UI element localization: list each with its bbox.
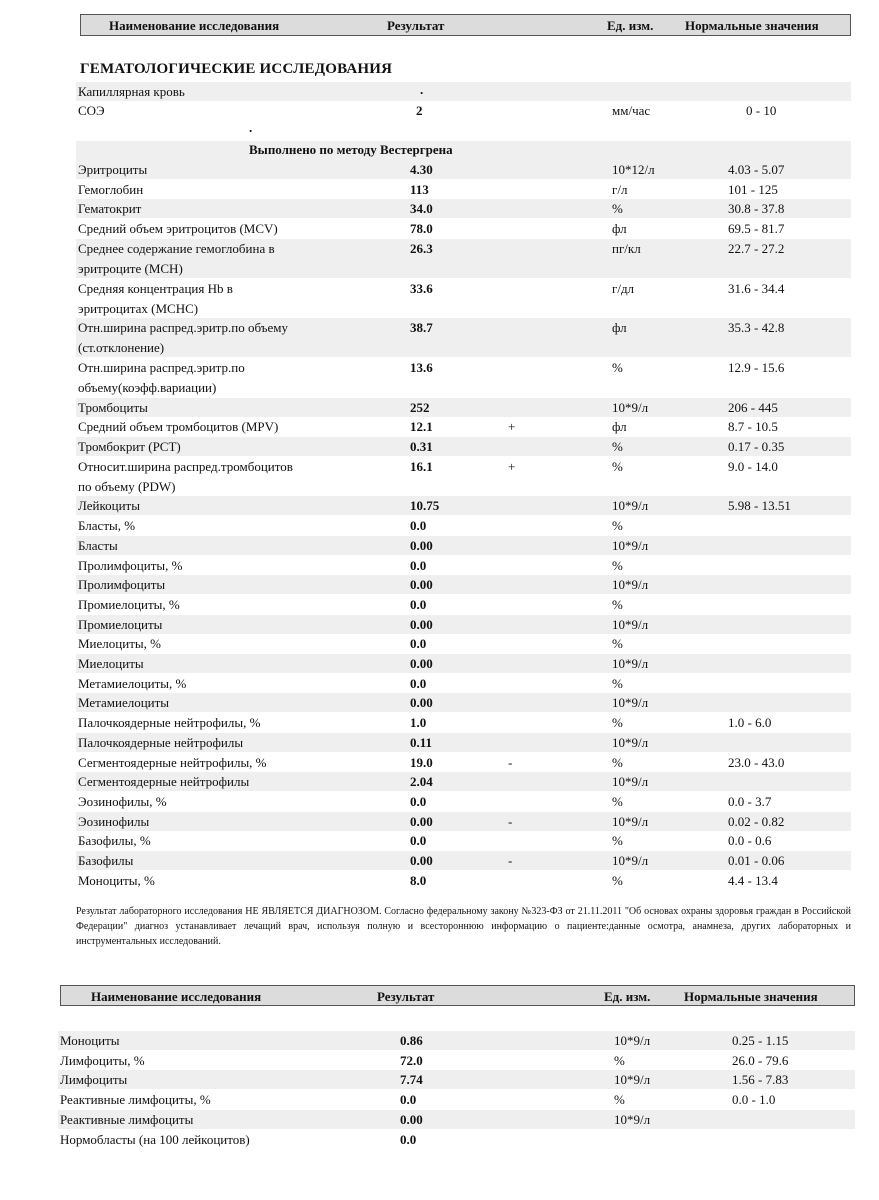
table-row <box>76 398 851 417</box>
table-row <box>76 851 851 870</box>
row-name: Эозинофилы <box>78 813 150 829</box>
table-row <box>76 239 851 278</box>
header-name: Наименование исследования <box>91 989 262 1004</box>
table-header-2 <box>60 985 855 1006</box>
row-unit: % <box>614 1092 625 1108</box>
row-result: 10.75 <box>410 498 440 514</box>
row-result: 19.0 <box>410 754 433 770</box>
row-unit: 10*9/л <box>612 813 649 829</box>
row-result: 0.00 <box>400 1111 423 1127</box>
row-name: Относит.ширина распред.тромбоцитов <box>78 458 293 474</box>
row-result: 113 <box>410 181 429 197</box>
row-name-line2: эритроцитах (MCHC) <box>78 300 199 316</box>
header-name: Наименование исследования <box>109 18 280 33</box>
row-norm: 8.7 - 10.5 <box>728 419 778 435</box>
row-name: Нормобласты (на 100 лейкоцитов) <box>60 1131 250 1147</box>
row-unit: пг/кл <box>612 240 641 256</box>
row-norm: 0.02 - 0.82 <box>728 813 785 829</box>
row-unit: 10*9/л <box>614 1072 651 1088</box>
row-unit: % <box>612 754 623 770</box>
row-result: 0.0 <box>410 675 427 691</box>
row-name: Реактивные лимфоциты <box>60 1111 194 1127</box>
row-result: 1.0 <box>410 715 427 731</box>
row-unit: % <box>614 1052 625 1068</box>
row-result: 7.74 <box>400 1072 423 1088</box>
row-result: 0.00 <box>410 853 433 868</box>
header-result: Результат <box>387 18 445 33</box>
table-row <box>76 575 851 594</box>
row-unit: 10*9/л <box>612 656 649 671</box>
row-norm: 0.25 - 1.15 <box>732 1033 789 1048</box>
row-name: Моноциты, % <box>78 872 155 888</box>
row-unit: 10*9/л <box>612 537 649 553</box>
section-title: ГЕМАТОЛОГИЧЕСКИЕ ИССЛЕДОВАНИЯ <box>80 61 393 77</box>
table-row <box>76 516 851 535</box>
row-norm: 23.0 - 43.0 <box>728 754 785 770</box>
row-norm: 101 - 125 <box>728 181 778 197</box>
row-unit: 10*9/л <box>612 853 649 868</box>
row-result: 0.0 <box>410 518 427 534</box>
table-header-1 <box>80 14 851 36</box>
row-flag: - <box>508 813 513 829</box>
row-unit: 10*9/л <box>614 1111 651 1127</box>
row-result: 78.0 <box>410 221 433 237</box>
row-result: 0.11 <box>410 734 433 750</box>
row-unit: 10*9/л <box>612 399 649 415</box>
row-result: 2.04 <box>410 774 433 790</box>
row-norm: 0.0 - 3.7 <box>728 793 772 809</box>
esr-norm: 0 - 10 <box>746 103 777 118</box>
row-result: 16.1 <box>410 458 433 474</box>
row-name: Миелоциты <box>78 656 144 671</box>
row-unit: % <box>612 636 623 652</box>
header-norm: Нормальные значения <box>684 989 818 1004</box>
table-row <box>76 772 851 791</box>
table-row <box>76 199 851 218</box>
table-row <box>76 792 851 811</box>
row-unit: % <box>612 458 623 474</box>
row-unit: 10*9/л <box>614 1033 651 1048</box>
row-norm: 206 - 445 <box>728 399 778 415</box>
table-row <box>76 318 851 357</box>
row-unit: 10*9/л <box>612 498 649 514</box>
row-unit: г/дл <box>612 280 635 296</box>
row-result: 0.00 <box>410 813 433 829</box>
row-name: Реактивные лимфоциты, % <box>60 1092 211 1108</box>
row-name: Базофилы, % <box>78 833 151 849</box>
row-name: Бласты, % <box>78 518 136 534</box>
row-name: Пролимфоциты <box>78 577 166 593</box>
row-result: 0.31 <box>410 439 433 454</box>
row-norm: 1.56 - 7.83 <box>732 1072 789 1088</box>
sample-type: Капиллярная кровь <box>78 84 185 99</box>
row-norm: 5.98 - 13.51 <box>728 498 791 514</box>
row-norm: 26.0 - 79.6 <box>732 1052 789 1068</box>
row-unit: % <box>612 518 623 534</box>
row-result: 0.00 <box>410 537 433 553</box>
row-name: Средняя концентрация Hb в <box>78 280 233 296</box>
row-unit: 10*9/л <box>612 695 649 711</box>
row-norm: 0.01 - 0.06 <box>728 853 785 868</box>
row-result: 0.0 <box>410 793 427 809</box>
table-row <box>76 753 851 772</box>
disclaimer: Результат лабораторного исследования НЕ ЯВЛЯЕТСЯ ДИАГНОЗОМ. Согласно федеральному закону №323-ФЗ от 21.11.2011 "Об основах охраны здоровья граждан в Российской Федерации" диагноз устанавливает лечащий врач, используя полную и всестороннюю информацию о пациенте:данные осмотра, анамнеза, других лабораторных и инструментальных исследований. <box>76 906 851 947</box>
row-name: Сегментоядерные нейтрофилы, % <box>78 754 267 770</box>
table-row <box>58 1110 855 1129</box>
row-name: Средний объем эритроцитов (MCV) <box>78 221 278 237</box>
row-result: 0.00 <box>410 577 433 593</box>
row-unit: фл <box>612 320 627 336</box>
row-unit: 10*12/л <box>612 162 655 177</box>
row-name: Лейкоциты <box>78 498 140 514</box>
row-name: Бласты <box>78 537 118 553</box>
table-row <box>76 496 851 515</box>
row-unit: % <box>612 833 623 849</box>
table-row <box>76 812 851 831</box>
row-norm: 12.9 - 15.6 <box>728 359 785 375</box>
row-name: Промиелоциты <box>78 616 163 632</box>
row-result: 13.6 <box>410 359 433 375</box>
row-norm: 0.0 - 0.6 <box>728 833 772 849</box>
table-row <box>76 219 851 238</box>
row-result: 0.00 <box>410 695 433 711</box>
row-name: Эозинофилы, % <box>78 793 167 809</box>
table-row <box>76 417 851 436</box>
row-result: 33.6 <box>410 280 433 296</box>
row-unit: 10*9/л <box>612 577 649 593</box>
esr-unit: мм/час <box>612 103 651 118</box>
row-result: 0.00 <box>410 656 433 671</box>
row-name: Промиелоциты, % <box>78 596 180 612</box>
header-unit: Ед. изм. <box>604 989 651 1004</box>
esr-result: 2 <box>416 103 423 118</box>
sample-dot: . <box>420 82 424 97</box>
table-row <box>58 1031 855 1050</box>
esr-name: СОЭ <box>78 103 105 118</box>
table-row <box>76 831 851 850</box>
row-result: 0.0 <box>410 636 427 652</box>
row-unit: г/л <box>612 181 628 197</box>
row-result: 4.30 <box>410 162 433 177</box>
row-norm: 0.17 - 0.35 <box>728 439 785 454</box>
row-name-line2: (ст.отклонение) <box>78 340 165 356</box>
row-name: Моноциты <box>60 1033 120 1048</box>
table-row <box>76 674 851 693</box>
row-result: 8.0 <box>410 872 427 888</box>
method-text: Выполнено по методу Вестергрена <box>249 142 453 157</box>
row-name: Отн.ширина распред.эритр.по объему <box>78 320 288 336</box>
table-row <box>76 654 851 673</box>
row-unit: % <box>612 793 623 809</box>
table-row <box>76 595 851 614</box>
row-flag: - <box>508 754 513 770</box>
row-unit: % <box>612 557 623 573</box>
table-row <box>76 457 851 496</box>
header-result: Результат <box>377 989 435 1004</box>
header-unit: Ед. изм. <box>607 18 654 33</box>
row-unit: 10*9/л <box>612 734 649 750</box>
table-row <box>76 871 851 890</box>
row-result: 0.0 <box>410 557 427 573</box>
row-name: Пролимфоциты, % <box>78 557 183 573</box>
table-row <box>76 713 851 732</box>
table-row <box>76 358 851 397</box>
row-unit: % <box>612 359 623 375</box>
table-row <box>58 1090 855 1109</box>
table-row <box>76 437 851 456</box>
method-dot: . <box>249 120 253 135</box>
row-name: Эритроциты <box>78 162 148 177</box>
row-norm: 30.8 - 37.8 <box>728 201 785 217</box>
row-norm: 4.4 - 13.4 <box>728 872 778 888</box>
row-flag: - <box>508 853 513 868</box>
table-row <box>58 1070 855 1089</box>
row-unit: фл <box>612 419 627 435</box>
table-row <box>76 693 851 712</box>
table-row <box>58 1051 855 1070</box>
row-name: Среднее содержание гемоглобина в <box>78 240 275 256</box>
row-name: Тромбокрит (PCT) <box>78 439 181 454</box>
row-name: Отн.ширина распред.эритр.по <box>78 359 245 375</box>
row-result: 0.0 <box>410 596 427 612</box>
row-name-line2: эритроците (MCH) <box>78 260 183 276</box>
row-name: Лимфоциты, % <box>60 1052 145 1068</box>
row-norm: 35.3 - 42.8 <box>728 320 785 336</box>
row-name: Гематокрит <box>78 201 142 217</box>
row-name: Сегментоядерные нейтрофилы <box>78 774 250 790</box>
table-row <box>76 279 851 318</box>
row-name: Базофилы <box>78 853 134 868</box>
row-unit: % <box>612 596 623 612</box>
row-result: 252 <box>410 399 430 415</box>
row-result: 34.0 <box>410 201 433 217</box>
row-name: Гемоглобин <box>78 181 144 197</box>
row-norm: 31.6 - 34.4 <box>728 280 785 296</box>
row-name: Лимфоциты <box>60 1072 128 1088</box>
row-unit: % <box>612 872 623 888</box>
row-norm: 4.03 - 5.07 <box>728 162 785 177</box>
row-result: 12.1 <box>410 419 433 435</box>
row-unit: % <box>612 201 623 217</box>
row-name-line2: объему(коэфф.вариации) <box>78 379 217 395</box>
row-name: Тромбоциты <box>78 399 148 415</box>
row-flag: + <box>508 458 516 474</box>
method-row <box>76 141 851 160</box>
row-name-line2: по объему (PDW) <box>78 478 176 494</box>
table-row <box>76 634 851 653</box>
table-row <box>76 160 851 179</box>
row-result: 72.0 <box>400 1052 423 1068</box>
row-name: Миелоциты, % <box>78 636 161 652</box>
row-norm: 1.0 - 6.0 <box>728 715 772 731</box>
table-row <box>76 180 851 199</box>
row-result: 0.86 <box>400 1033 423 1048</box>
row-name: Средний объем тромбоцитов (MPV) <box>78 419 279 435</box>
table-row <box>76 615 851 634</box>
table-row <box>76 733 851 752</box>
row-result: 0.00 <box>410 616 433 632</box>
row-flag: + <box>508 419 516 435</box>
row-name: Палочкоядерные нейтрофилы, % <box>78 715 261 731</box>
row-result: 38.7 <box>410 320 433 336</box>
row-result: 0.0 <box>400 1131 417 1147</box>
row-name: Палочкоядерные нейтрофилы <box>78 734 244 750</box>
row-unit: % <box>612 675 623 691</box>
row-norm: 69.5 - 81.7 <box>728 221 785 237</box>
row-result: 26.3 <box>410 240 433 256</box>
row-unit: фл <box>612 221 627 237</box>
table-row <box>58 1130 855 1149</box>
row-norm: 22.7 - 27.2 <box>728 240 785 256</box>
row-unit: 10*9/л <box>612 774 649 790</box>
row-name: Метамиелоциты, % <box>78 675 187 691</box>
sample-row <box>76 82 851 101</box>
row-result: 0.0 <box>400 1092 417 1108</box>
row-norm: 0.0 - 1.0 <box>732 1092 776 1108</box>
row-unit: % <box>612 715 623 731</box>
table-row <box>76 536 851 555</box>
row-unit: 10*9/л <box>612 616 649 632</box>
esr-row <box>76 101 851 121</box>
row-unit: % <box>612 439 623 454</box>
table-row <box>76 556 851 575</box>
header-norm: Нормальные значения <box>685 18 819 33</box>
row-result: 0.0 <box>410 833 427 849</box>
row-norm: 9.0 - 14.0 <box>728 458 778 474</box>
row-name: Метамиелоциты <box>78 695 170 711</box>
